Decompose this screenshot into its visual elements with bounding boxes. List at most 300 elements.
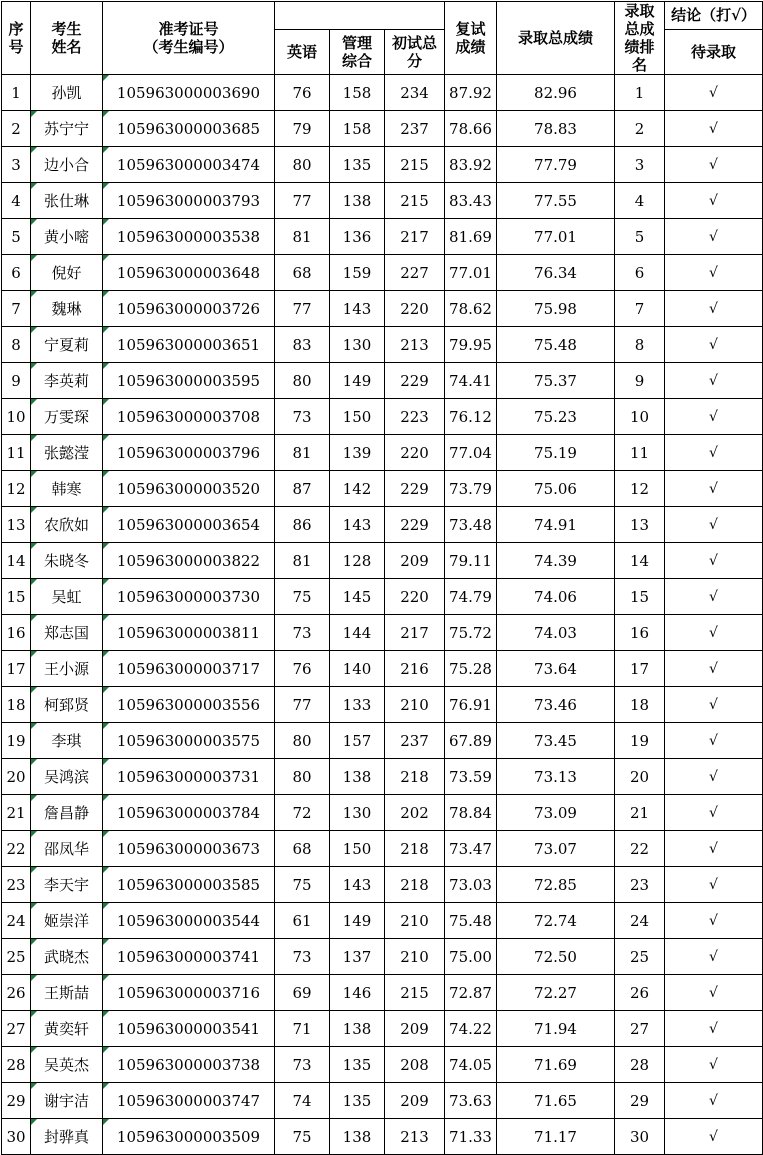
row-seq: 24: [2, 903, 31, 939]
row-total: 77.55: [497, 183, 615, 219]
row-name: 王小源: [31, 651, 103, 687]
row-name: 封骅真: [31, 1119, 103, 1155]
row-exam-id: 105963000003520: [103, 471, 275, 507]
row-total: 75.48: [497, 327, 615, 363]
row-exam-id: 105963000003474: [103, 147, 275, 183]
row-english: 77: [275, 183, 330, 219]
row-name: 黄奕轩: [31, 1011, 103, 1047]
row-initial-total: 210: [385, 687, 445, 723]
row-total: 73.09: [497, 795, 615, 831]
row-rank: 17: [615, 651, 665, 687]
header-english: 英语: [275, 29, 330, 74]
row-initial-total: 210: [385, 903, 445, 939]
admission-table: [1, 1, 763, 1155]
row-exam-id: 105963000003595: [103, 363, 275, 399]
row-check-mark: √: [665, 399, 763, 435]
cell-note-marker: [103, 1047, 109, 1053]
row-check-mark: √: [665, 327, 763, 363]
row-english: 76: [275, 651, 330, 687]
row-seq: 25: [2, 939, 31, 975]
row-name: 李英莉: [31, 363, 103, 399]
cell-note-marker: [31, 975, 37, 981]
row-name: 武晓杰: [31, 939, 103, 975]
table-row: [2, 651, 763, 687]
row-exam-id: 105963000003673: [103, 831, 275, 867]
row-exam-id: 105963000003648: [103, 255, 275, 291]
row-seq: 28: [2, 1047, 31, 1083]
row-initial-total: 234: [385, 75, 445, 111]
row-retest: 75.28: [445, 651, 497, 687]
row-rank: 29: [615, 1083, 665, 1119]
row-check-mark: √: [665, 795, 763, 831]
row-name: 魏琳: [31, 291, 103, 327]
row-english: 71: [275, 1011, 330, 1047]
row-mgmt: 158: [330, 75, 385, 111]
row-retest: 78.66: [445, 111, 497, 147]
row-mgmt: 137: [330, 939, 385, 975]
row-check-mark: √: [665, 651, 763, 687]
cell-note-marker: [31, 615, 37, 621]
row-english: 86: [275, 507, 330, 543]
row-check-mark: √: [665, 759, 763, 795]
row-retest: 77.04: [445, 435, 497, 471]
cell-note-marker: [31, 327, 37, 333]
row-check-mark: √: [665, 543, 763, 579]
row-initial-total: 210: [385, 939, 445, 975]
table-row: [2, 1047, 763, 1083]
row-total: 74.03: [497, 615, 615, 651]
cell-note-marker: [103, 903, 109, 909]
row-name: 韩寒: [31, 471, 103, 507]
row-seq: 1: [2, 75, 31, 111]
cell-note-marker: [31, 1011, 37, 1017]
header-mgmt: 管理综合: [330, 29, 385, 74]
row-initial-total: 237: [385, 111, 445, 147]
row-rank: 5: [615, 219, 665, 255]
row-total: 72.74: [497, 903, 615, 939]
table-row: [2, 831, 763, 867]
table-row: [2, 975, 763, 1011]
row-check-mark: √: [665, 111, 763, 147]
row-seq: 10: [2, 399, 31, 435]
table-row: [2, 111, 763, 147]
cell-note-marker: [103, 471, 109, 477]
cell-note-marker: [103, 651, 109, 657]
row-retest: 74.05: [445, 1047, 497, 1083]
cell-note-marker: [31, 903, 37, 909]
row-name: 李琪: [31, 723, 103, 759]
row-exam-id: 105963000003575: [103, 723, 275, 759]
row-exam-id: 105963000003690: [103, 75, 275, 111]
table-row: [2, 1119, 763, 1155]
row-check-mark: √: [665, 867, 763, 903]
row-exam-id: 105963000003793: [103, 183, 275, 219]
row-rank: 8: [615, 327, 665, 363]
cell-note-marker: [103, 939, 109, 945]
row-mgmt: 144: [330, 615, 385, 651]
row-seq: 29: [2, 1083, 31, 1119]
row-name: 郑志国: [31, 615, 103, 651]
row-name: 孙凯: [31, 75, 103, 111]
row-name: 宁夏莉: [31, 327, 103, 363]
row-seq: 12: [2, 471, 31, 507]
row-total: 78.83: [497, 111, 615, 147]
cell-note-marker: [103, 507, 109, 513]
table-row: [2, 903, 763, 939]
row-rank: 27: [615, 1011, 665, 1047]
cell-note-marker: [103, 795, 109, 801]
row-total: 82.96: [497, 75, 615, 111]
cell-note-marker: [31, 1047, 37, 1053]
row-initial-total: 218: [385, 759, 445, 795]
row-rank: 12: [615, 471, 665, 507]
row-initial-total: 202: [385, 795, 445, 831]
row-retest: 77.01: [445, 255, 497, 291]
row-initial-total: 227: [385, 255, 445, 291]
row-retest: 78.62: [445, 291, 497, 327]
table-row: [2, 939, 763, 975]
row-name: 王斯喆: [31, 975, 103, 1011]
row-seq: 6: [2, 255, 31, 291]
row-total: 73.07: [497, 831, 615, 867]
row-initial-total: 213: [385, 1119, 445, 1155]
row-seq: 9: [2, 363, 31, 399]
row-check-mark: √: [665, 687, 763, 723]
row-exam-id: 105963000003811: [103, 615, 275, 651]
row-total: 72.50: [497, 939, 615, 975]
header-initial-group: [275, 2, 445, 30]
row-english: 68: [275, 255, 330, 291]
row-initial-total: 209: [385, 1011, 445, 1047]
table-row: [2, 147, 763, 183]
row-mgmt: 157: [330, 723, 385, 759]
cell-note-marker: [31, 651, 37, 657]
row-seq: 13: [2, 507, 31, 543]
row-exam-id: 105963000003731: [103, 759, 275, 795]
row-initial-total: 216: [385, 651, 445, 687]
row-seq: 15: [2, 579, 31, 615]
row-rank: 16: [615, 615, 665, 651]
cell-note-marker: [103, 183, 109, 189]
row-retest: 74.22: [445, 1011, 497, 1047]
row-mgmt: 146: [330, 975, 385, 1011]
header-seq: 序号: [2, 2, 31, 75]
table-row: [2, 795, 763, 831]
row-english: 75: [275, 579, 330, 615]
row-seq: 21: [2, 795, 31, 831]
table-row: [2, 327, 763, 363]
row-initial-total: 220: [385, 291, 445, 327]
row-rank: 1: [615, 75, 665, 111]
header-initial-total: 初试总分: [385, 29, 445, 74]
row-check-mark: √: [665, 1011, 763, 1047]
row-exam-id: 105963000003654: [103, 507, 275, 543]
row-name: 农欣如: [31, 507, 103, 543]
row-exam-id: 105963000003585: [103, 867, 275, 903]
cell-note-marker: [103, 111, 109, 117]
row-mgmt: 135: [330, 147, 385, 183]
row-retest: 75.00: [445, 939, 497, 975]
row-initial-total: 215: [385, 183, 445, 219]
row-rank: 28: [615, 1047, 665, 1083]
cell-note-marker: [103, 579, 109, 585]
table-row: [2, 399, 763, 435]
row-english: 80: [275, 723, 330, 759]
row-mgmt: 138: [330, 1119, 385, 1155]
row-english: 83: [275, 327, 330, 363]
header-retest: 复试成绩: [445, 2, 497, 75]
row-rank: 6: [615, 255, 665, 291]
row-check-mark: √: [665, 291, 763, 327]
cell-note-marker: [103, 75, 109, 81]
row-rank: 26: [615, 975, 665, 1011]
row-check-mark: √: [665, 471, 763, 507]
header-pending: 待录取: [665, 29, 763, 74]
header-exam-id: 准考证号 （考生编号）: [103, 2, 275, 75]
row-mgmt: 128: [330, 543, 385, 579]
row-total: 77.79: [497, 147, 615, 183]
row-check-mark: √: [665, 723, 763, 759]
table-row: [2, 363, 763, 399]
row-total: 73.13: [497, 759, 615, 795]
row-rank: 25: [615, 939, 665, 975]
row-total: 71.69: [497, 1047, 615, 1083]
row-rank: 18: [615, 687, 665, 723]
row-retest: 73.59: [445, 759, 497, 795]
row-retest: 83.43: [445, 183, 497, 219]
row-check-mark: √: [665, 939, 763, 975]
cell-note-marker: [31, 219, 37, 225]
row-mgmt: 143: [330, 507, 385, 543]
row-seq: 7: [2, 291, 31, 327]
row-rank: 30: [615, 1119, 665, 1155]
cell-note-marker: [103, 615, 109, 621]
row-check-mark: √: [665, 1083, 763, 1119]
row-name: 詹昌静: [31, 795, 103, 831]
row-english: 80: [275, 759, 330, 795]
row-initial-total: 213: [385, 327, 445, 363]
table-body: [2, 75, 763, 1155]
row-rank: 2: [615, 111, 665, 147]
row-check-mark: √: [665, 147, 763, 183]
row-total: 75.23: [497, 399, 615, 435]
row-check-mark: √: [665, 75, 763, 111]
row-mgmt: 150: [330, 831, 385, 867]
cell-note-marker: [103, 219, 109, 225]
row-seq: 30: [2, 1119, 31, 1155]
cell-note-marker: [103, 255, 109, 261]
row-initial-total: 209: [385, 543, 445, 579]
cell-note-marker: [103, 327, 109, 333]
row-mgmt: 149: [330, 363, 385, 399]
row-retest: 79.95: [445, 327, 497, 363]
table-row: [2, 435, 763, 471]
row-name: 边小合: [31, 147, 103, 183]
row-seq: 20: [2, 759, 31, 795]
row-mgmt: 139: [330, 435, 385, 471]
row-english: 68: [275, 831, 330, 867]
table-row: [2, 759, 763, 795]
row-total: 74.39: [497, 543, 615, 579]
row-mgmt: 136: [330, 219, 385, 255]
table-row: [2, 687, 763, 723]
row-exam-id: 105963000003822: [103, 543, 275, 579]
row-english: 75: [275, 867, 330, 903]
table-row: [2, 507, 763, 543]
row-rank: 10: [615, 399, 665, 435]
cell-note-marker: [103, 435, 109, 441]
row-name: 朱晓冬: [31, 543, 103, 579]
row-initial-total: 223: [385, 399, 445, 435]
cell-note-marker: [103, 759, 109, 765]
row-english: 76: [275, 75, 330, 111]
row-name: 万雯琛: [31, 399, 103, 435]
row-total: 75.06: [497, 471, 615, 507]
row-english: 61: [275, 903, 330, 939]
row-name: 吴英杰: [31, 1047, 103, 1083]
row-mgmt: 150: [330, 399, 385, 435]
row-seq: 19: [2, 723, 31, 759]
row-english: 73: [275, 939, 330, 975]
cell-note-marker: [31, 867, 37, 873]
row-name: 邵凤华: [31, 831, 103, 867]
row-name: 黄小嘧: [31, 219, 103, 255]
cell-note-marker: [31, 687, 37, 693]
row-check-mark: √: [665, 255, 763, 291]
row-english: 74: [275, 1083, 330, 1119]
cell-note-marker: [31, 291, 37, 297]
row-rank: 19: [615, 723, 665, 759]
row-retest: 76.91: [445, 687, 497, 723]
cell-note-marker: [31, 255, 37, 261]
row-exam-id: 105963000003708: [103, 399, 275, 435]
row-mgmt: 159: [330, 255, 385, 291]
row-exam-id: 105963000003717: [103, 651, 275, 687]
table-row: [2, 543, 763, 579]
cell-note-marker: [31, 723, 37, 729]
row-total: 77.01: [497, 219, 615, 255]
row-initial-total: 229: [385, 507, 445, 543]
row-total: 74.06: [497, 579, 615, 615]
table-row: [2, 75, 763, 111]
cell-note-marker: [103, 363, 109, 369]
row-mgmt: 143: [330, 291, 385, 327]
row-exam-id: 105963000003556: [103, 687, 275, 723]
cell-note-marker: [31, 507, 37, 513]
row-exam-id: 105963000003738: [103, 1047, 275, 1083]
row-name: 苏宁宁: [31, 111, 103, 147]
row-initial-total: 217: [385, 615, 445, 651]
row-english: 87: [275, 471, 330, 507]
row-exam-id: 105963000003716: [103, 975, 275, 1011]
cell-note-marker: [31, 363, 37, 369]
row-mgmt: 135: [330, 1083, 385, 1119]
row-english: 81: [275, 219, 330, 255]
row-check-mark: √: [665, 363, 763, 399]
row-retest: 71.33: [445, 1119, 497, 1155]
row-seq: 8: [2, 327, 31, 363]
cell-note-marker: [103, 867, 109, 873]
row-mgmt: 138: [330, 183, 385, 219]
table-row: [2, 255, 763, 291]
row-initial-total: 220: [385, 435, 445, 471]
row-seq: 5: [2, 219, 31, 255]
row-check-mark: √: [665, 975, 763, 1011]
row-mgmt: 143: [330, 867, 385, 903]
row-exam-id: 105963000003685: [103, 111, 275, 147]
row-name: 李天宇: [31, 867, 103, 903]
row-total: 71.17: [497, 1119, 615, 1155]
row-check-mark: √: [665, 507, 763, 543]
row-retest: 74.79: [445, 579, 497, 615]
row-english: 81: [275, 435, 330, 471]
row-rank: 15: [615, 579, 665, 615]
row-retest: 72.87: [445, 975, 497, 1011]
cell-note-marker: [103, 543, 109, 549]
row-mgmt: 142: [330, 471, 385, 507]
row-initial-total: 215: [385, 975, 445, 1011]
row-rank: 13: [615, 507, 665, 543]
row-total: 73.45: [497, 723, 615, 759]
row-exam-id: 105963000003796: [103, 435, 275, 471]
row-total: 72.85: [497, 867, 615, 903]
table-row: [2, 291, 763, 327]
row-seq: 23: [2, 867, 31, 903]
row-check-mark: √: [665, 435, 763, 471]
row-retest: 67.89: [445, 723, 497, 759]
row-name: 吴鸿滨: [31, 759, 103, 795]
row-name: 姬崇洋: [31, 903, 103, 939]
table-row: [2, 471, 763, 507]
cell-note-marker: [31, 759, 37, 765]
row-exam-id: 105963000003509: [103, 1119, 275, 1155]
row-rank: 24: [615, 903, 665, 939]
row-name: 柯郅贤: [31, 687, 103, 723]
row-exam-id: 105963000003741: [103, 939, 275, 975]
row-exam-id: 105963000003726: [103, 291, 275, 327]
row-english: 73: [275, 1047, 330, 1083]
cell-note-marker: [31, 831, 37, 837]
row-english: 81: [275, 543, 330, 579]
row-retest: 81.69: [445, 219, 497, 255]
row-retest: 73.03: [445, 867, 497, 903]
cell-note-marker: [31, 147, 37, 153]
row-rank: 23: [615, 867, 665, 903]
row-exam-id: 105963000003538: [103, 219, 275, 255]
row-rank: 9: [615, 363, 665, 399]
row-seq: 27: [2, 1011, 31, 1047]
cell-note-marker: [31, 471, 37, 477]
row-initial-total: 237: [385, 723, 445, 759]
row-seq: 18: [2, 687, 31, 723]
row-retest: 73.79: [445, 471, 497, 507]
row-exam-id: 105963000003651: [103, 327, 275, 363]
row-check-mark: √: [665, 1047, 763, 1083]
row-retest: 87.92: [445, 75, 497, 111]
row-initial-total: 209: [385, 1083, 445, 1119]
row-seq: 4: [2, 183, 31, 219]
table-row: [2, 579, 763, 615]
row-mgmt: 149: [330, 903, 385, 939]
cell-note-marker: [103, 723, 109, 729]
row-retest: 73.48: [445, 507, 497, 543]
row-name: 张懿滢: [31, 435, 103, 471]
cell-note-marker: [103, 399, 109, 405]
row-check-mark: √: [665, 219, 763, 255]
row-total: 71.65: [497, 1083, 615, 1119]
cell-note-marker: [103, 291, 109, 297]
header-total: 录取总成绩: [497, 2, 615, 75]
